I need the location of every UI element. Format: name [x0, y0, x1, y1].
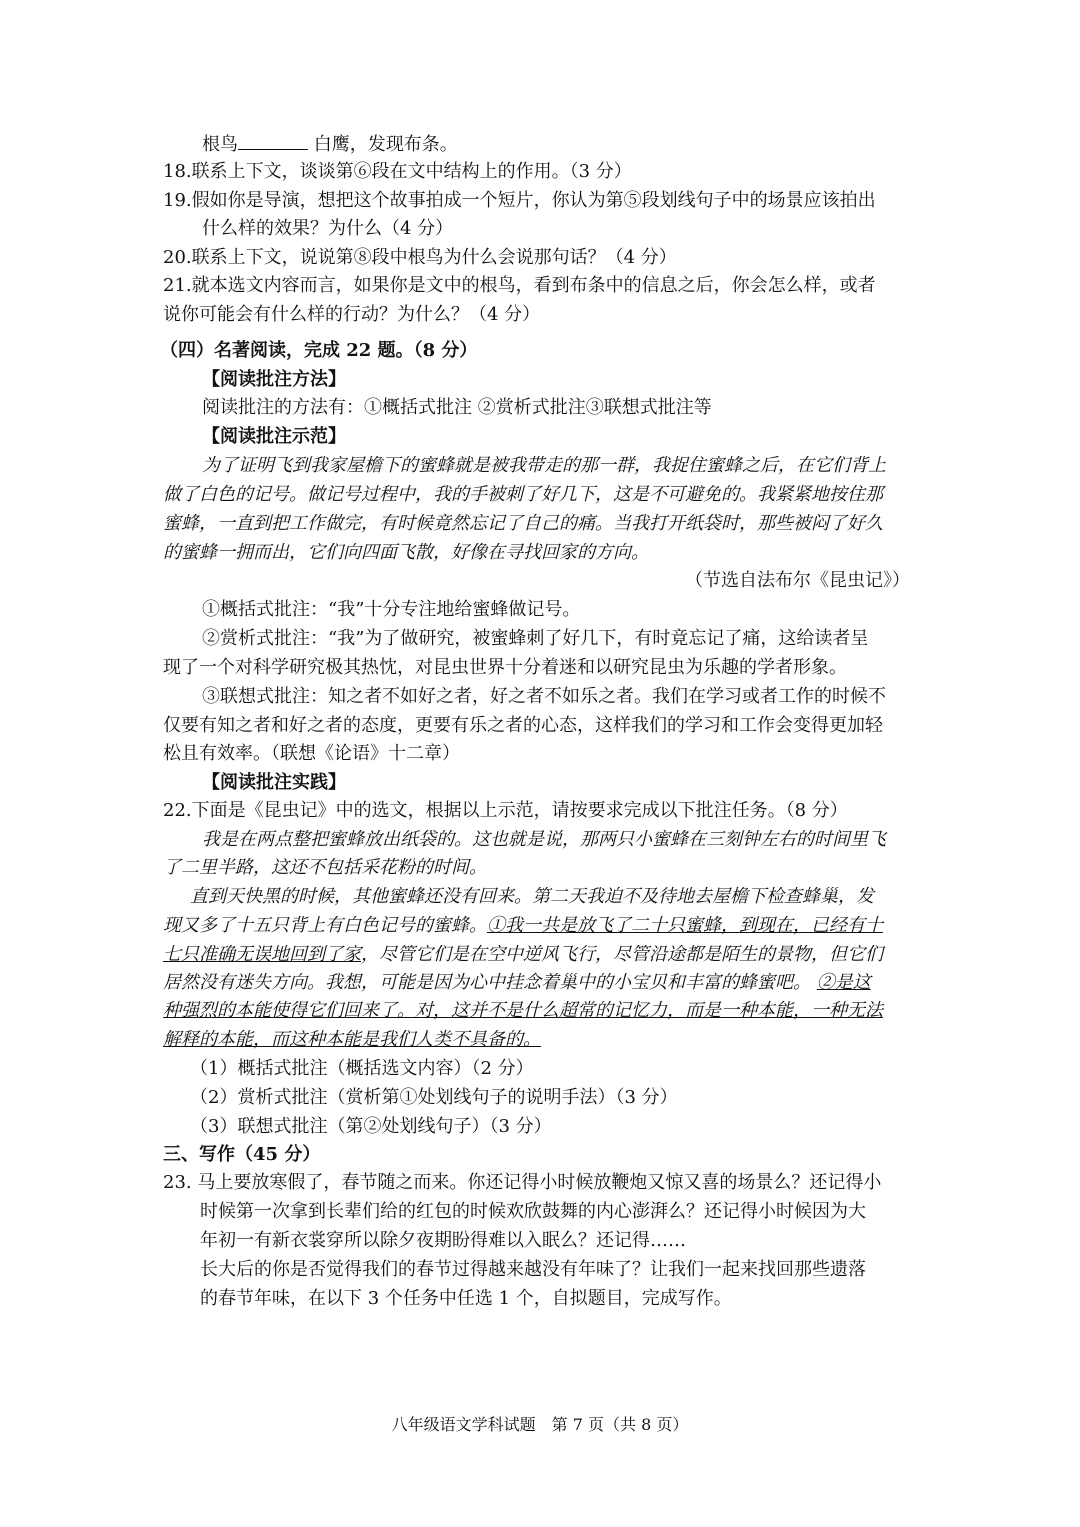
- excerpt-line: 了二里半路，这还不包括采花粉的时间。: [163, 857, 487, 878]
- question-19-cont: 什么样的效果？为什么（4 分）: [202, 218, 454, 239]
- text: 居然没有迷失方向。我想，可能是因为心中挂念着巢中的小宝贝和丰富的蜂蜜吧。: [163, 972, 817, 993]
- task-3: （3）联想式批注（第②处划线句子）（3 分）: [190, 1116, 552, 1137]
- question-23-cont: 的春节年味，在以下 3 个任务中任选 1 个，自拟题目，完成写作。: [200, 1288, 732, 1309]
- question-22: 22.下面是《昆虫记》中的选文，根据以上示范，请按要求完成以下批注任务。（8 分）: [163, 800, 848, 821]
- excerpt-source: （节选自法布尔《昆虫记》）: [685, 570, 910, 591]
- excerpt-line: 为了证明飞到我家屋檐下的蜜蜂就是被我带走的那一群，我捉住蜜蜂之后，在它们背上: [202, 455, 886, 476]
- note-summary: ①概括式批注：“我”十分专注地给蜜蜂做记号。: [202, 599, 581, 620]
- question-23-cont: 年初一有新衣裳穿所以除夕夜期盼得难以入眠么？还记得……: [200, 1230, 686, 1251]
- note-association-cont: 仅要有知之者和好之者的态度，更要有乐之者的心态，这样我们的学习和工作会变得更加轻: [163, 715, 883, 736]
- excerpt-line: 的蜜蜂一拥而出，它们向四面飞散，好像在寻找回家的方向。: [163, 542, 649, 563]
- task-1: （1）概括式批注（概括选文内容）（2 分）: [190, 1058, 534, 1079]
- note-association: ③联想式批注：知之者不如好之者，好之者不如乐之者。我们在学习或者工作的时候不: [202, 686, 886, 707]
- excerpt-line: 直到天快黑的时候，其他蜜蜂还没有回来。第二天我迫不及待地去屋檐下检查蜂巢，发: [190, 886, 874, 907]
- question-23-cont: 长大后的你是否觉得我们的春节过得越来越没有年味了？让我们一起来找回那些遗落: [200, 1259, 866, 1280]
- question-21-cont: 说你可能会有什么样的行动？为什么？（4 分）: [163, 304, 541, 325]
- question-20: 20.联系上下文，说说第⑧段中根鸟为什么会说那句话？（4 分）: [163, 247, 677, 268]
- excerpt-line: 蜜蜂，一直到把工作做完，有时候竟然忘记了自己的痛。当我打开纸袋时，那些被闷了好久: [163, 513, 883, 534]
- section-heading-3: 三、写作（45 分）: [163, 1144, 321, 1165]
- excerpt-line: 做了白色的记号。做记号过程中，我的手被刺了好几下，这是不可避免的。我紧紧地按住那: [163, 484, 883, 505]
- underlined-sentence-1: 七只准确无误地回到了家: [163, 944, 361, 965]
- text: 白鹰，发现布条。: [308, 134, 458, 155]
- text: ，尽管它们是在空中逆风飞行，尽管沿途都是陌生的景物，但它们: [361, 944, 883, 965]
- note-association-cont: 松且有效率。（联想《论语》十二章）: [163, 743, 460, 764]
- question-18: 18.联系上下文，谈谈第⑥段在文中结构上的作用。（3 分）: [163, 161, 632, 182]
- line-fill-blank: [202, 131, 962, 158]
- underlined-sentence-2: 种强烈的本能使得它们回来了。对，这并不是什么超常的记忆力，而是一种本能，一种无法: [163, 1000, 883, 1021]
- practice-heading: 【阅读批注实践】: [202, 772, 346, 793]
- underlined-sentence-2: ②是这: [816, 972, 871, 993]
- task-2: （2）赏析式批注（赏析第①处划线句子的说明手法）（3 分）: [190, 1087, 678, 1108]
- page-footer: 八年级语文学科试题 第 7 页（共 8 页）: [391, 1415, 689, 1434]
- text: 现又多了十五只背上有白色记号的蜜蜂。: [163, 915, 487, 936]
- underlined-sentence-1: ①我一共是放飞了二十只蜜蜂，到现在，已经有十: [487, 915, 883, 936]
- question-21: 21.就本选文内容而言，如果你是文中的根鸟，看到布条中的信息之后，你会怎么样，或者: [163, 275, 876, 296]
- answer-blank: [238, 131, 308, 150]
- excerpt-line: 我是在两点整把蜜蜂放出纸袋的。这也就是说，那两只小蜜蜂在三刻钟左右的时间里飞: [202, 829, 886, 850]
- question-23-cont: 时候第一次拿到长辈们给的红包的时候欢欣鼓舞的内心澎湃么？还记得小时候因为大: [200, 1201, 866, 1222]
- note-appreciation: ②赏析式批注：“我”为了做研究，被蜜蜂刺了好几下，有时竟忘记了痛，这给读者呈: [202, 628, 869, 649]
- excerpt-line: [163, 913, 923, 939]
- excerpt-line: [163, 942, 923, 968]
- method-heading: 【阅读批注方法】: [202, 369, 346, 390]
- underlined-sentence-2: 解释的本能，而这种本能是我们人类不具备的。: [163, 1029, 541, 1050]
- note-appreciation-cont: 现了一个对科学研究极其热忱，对昆虫世界十分着迷和以研究昆虫为乐趣的学者形象。: [163, 657, 847, 678]
- demo-heading: 【阅读批注示范】: [202, 426, 346, 447]
- excerpt-line: [163, 970, 923, 996]
- question-19: 19.假如你是导演，想把这个故事拍成一个短片，你认为第⑤段划线句子中的场景应该拍出: [163, 190, 876, 211]
- method-text: 阅读批注的方法有：①概括式批注 ②赏析式批注③联想式批注等: [202, 397, 712, 418]
- section-heading-4: （四）名著阅读，完成 22 题。（8 分）: [160, 340, 478, 361]
- question-23: 23. 马上要放寒假了，春节随之而来。你还记得小时候放鞭炮又惊又喜的场景么？还记得小: [163, 1172, 882, 1193]
- text: 根鸟: [202, 134, 238, 155]
